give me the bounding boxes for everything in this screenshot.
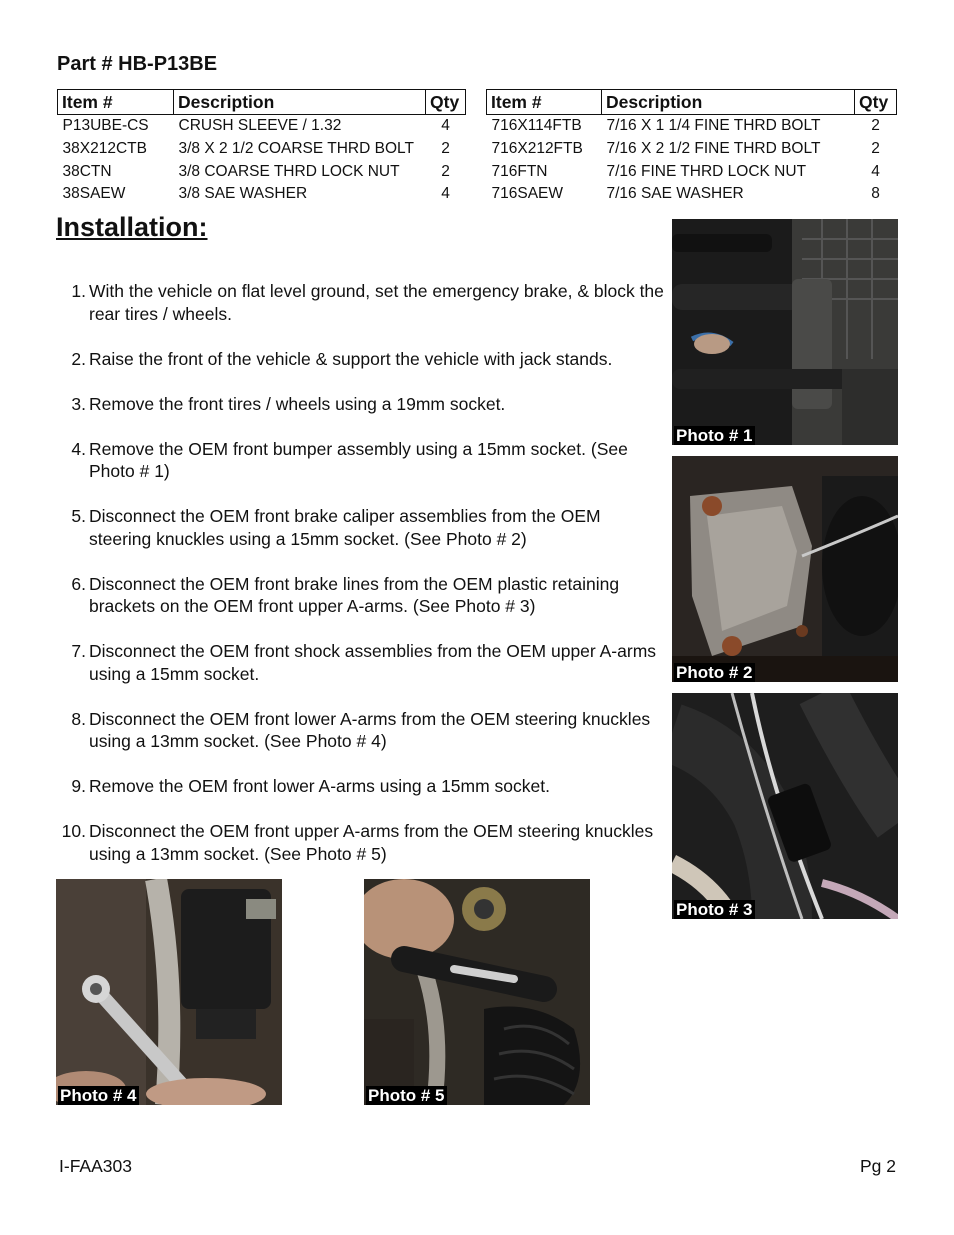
list-item: [56, 505, 666, 550]
step-text: Raise the front of the vehicle & support the vehicle with jack stands.: [89, 348, 613, 369]
step-text: Remove the front tires / wheels using a 19mm socket.: [89, 393, 506, 414]
item-description: 7/16 SAE WASHER: [606, 185, 744, 203]
brake-line-photo-image: [672, 693, 898, 919]
item-number: P13UBE-CS: [62, 117, 149, 135]
item-description: 3/8 COARSE THRD LOCK NUT: [178, 162, 400, 180]
list-item: [56, 348, 666, 371]
step-number: 9.: [71, 776, 86, 796]
parts-table-right: [486, 89, 897, 206]
list-item: [56, 775, 666, 798]
table-row: [58, 183, 466, 206]
item-number: 716FTN: [491, 162, 548, 180]
photo-1-bumper: [672, 219, 898, 445]
item-qty: 2: [441, 140, 450, 158]
step-number: 8.: [71, 708, 86, 729]
item-description: 7/16 X 1 1/4 FINE THRD BOLT: [606, 117, 821, 135]
item-number: 38CTN: [62, 162, 112, 180]
table-row: [58, 138, 466, 161]
list-item: [56, 640, 666, 685]
list-item: [56, 820, 666, 865]
item-qty: 2: [871, 117, 880, 135]
photo-label: Photo # 3: [676, 900, 753, 919]
step-text: Disconnect the OEM front shock assemblies from the OEM upper A-arms using a 15mm socket.: [89, 641, 657, 684]
item-description: CRUSH SLEEVE / 1.32: [178, 117, 342, 135]
photo-5-upper-a-arm: [364, 879, 590, 1105]
item-description: 7/16 X 2 1/2 FINE THRD BOLT: [606, 140, 821, 158]
step-number: 3.: [71, 393, 86, 414]
parts-table-left: [57, 89, 466, 206]
step-number: 4.: [71, 438, 86, 459]
photo-4-lower-a-arm: [56, 879, 282, 1105]
photo-label: Photo # 1: [676, 426, 753, 445]
list-item: [56, 438, 666, 483]
photo-2-brake-caliper: [672, 456, 898, 682]
item-qty: 8: [871, 185, 880, 203]
table-row: [58, 160, 466, 183]
item-number: 716X212FTB: [491, 140, 583, 158]
caliper-photo-image: [672, 456, 898, 682]
column-header-item: Item #: [487, 90, 602, 115]
step-number: 5.: [71, 506, 86, 526]
column-header-description: Description: [602, 90, 855, 115]
step-text: Remove the OEM front lower A-arms using a 15mm socket.: [89, 776, 550, 796]
table-row: [487, 115, 897, 138]
item-qty: 2: [441, 162, 450, 180]
installation-steps: [56, 280, 666, 865]
item-description: 3/8 SAE WASHER: [178, 185, 308, 203]
list-item: [56, 393, 666, 416]
item-qty: 4: [441, 117, 450, 135]
item-number: 38X212CTB: [62, 140, 147, 158]
column-header-qty: Qty: [855, 90, 897, 115]
step-text: Disconnect the OEM front upper A-arms from the OEM steering knuckles using a 13mm socket. (See Photo # 5): [89, 821, 654, 864]
step-number: 2.: [71, 348, 86, 369]
table-row: [58, 115, 466, 138]
column-header-description: Description: [174, 90, 426, 115]
document-id: I-FAA303: [59, 1156, 132, 1176]
step-number: 6.: [71, 573, 86, 594]
item-qty: 2: [871, 140, 880, 158]
upper-a-arm-photo-image: [364, 879, 590, 1105]
photo-3-brake-line: [672, 693, 898, 919]
step-text: Disconnect the OEM front brake lines from the OEM plastic retaining brackets on the OEM front upper A-arms. (See Photo # 3): [89, 573, 620, 616]
step-text: Remove the OEM front bumper assembly using a 15mm socket. (See Photo # 1): [89, 438, 628, 481]
item-qty: 4: [441, 185, 450, 203]
item-description: 3/8 X 2 1/2 COARSE THRD BOLT: [178, 140, 414, 158]
step-number: 10.: [61, 821, 86, 841]
column-header-item: Item #: [58, 90, 174, 115]
step-number: 7.: [71, 641, 86, 661]
item-number: 716SAEW: [491, 185, 564, 203]
list-item: [56, 280, 666, 325]
lower-a-arm-photo-image: [56, 879, 282, 1105]
part-number-title: Part # HB-P13BE: [57, 53, 218, 75]
step-text: Disconnect the OEM front lower A-arms from the OEM steering knuckles using a 13mm socket. (See Photo # 4): [89, 708, 651, 751]
bumper-photo-image: [672, 219, 898, 445]
item-number: 716X114FTB: [491, 117, 582, 135]
item-number: 38SAEW: [62, 185, 126, 203]
photo-label: Photo # 4: [60, 1086, 137, 1105]
table-row: [487, 183, 897, 206]
column-header-qty: Qty: [426, 90, 466, 115]
item-qty: 4: [871, 162, 880, 180]
page-number: Pg 2: [860, 1156, 896, 1176]
step-text: With the vehicle on flat level ground, set the emergency brake, & block the rear tires / wheels.: [89, 281, 664, 324]
step-text: Disconnect the OEM front brake caliper assemblies from the OEM steering knuckles using a 15mm socket. (See Photo # 2): [89, 506, 601, 549]
item-description: 7/16 FINE THRD LOCK NUT: [606, 162, 807, 180]
step-number: 1.: [71, 281, 86, 301]
list-item: [56, 708, 666, 753]
list-item: [56, 573, 666, 618]
table-row: [487, 160, 897, 183]
photo-label: Photo # 5: [368, 1086, 445, 1105]
photo-label: Photo # 2: [676, 663, 753, 682]
installation-heading: Installation:: [56, 212, 208, 242]
table-row: [487, 138, 897, 161]
